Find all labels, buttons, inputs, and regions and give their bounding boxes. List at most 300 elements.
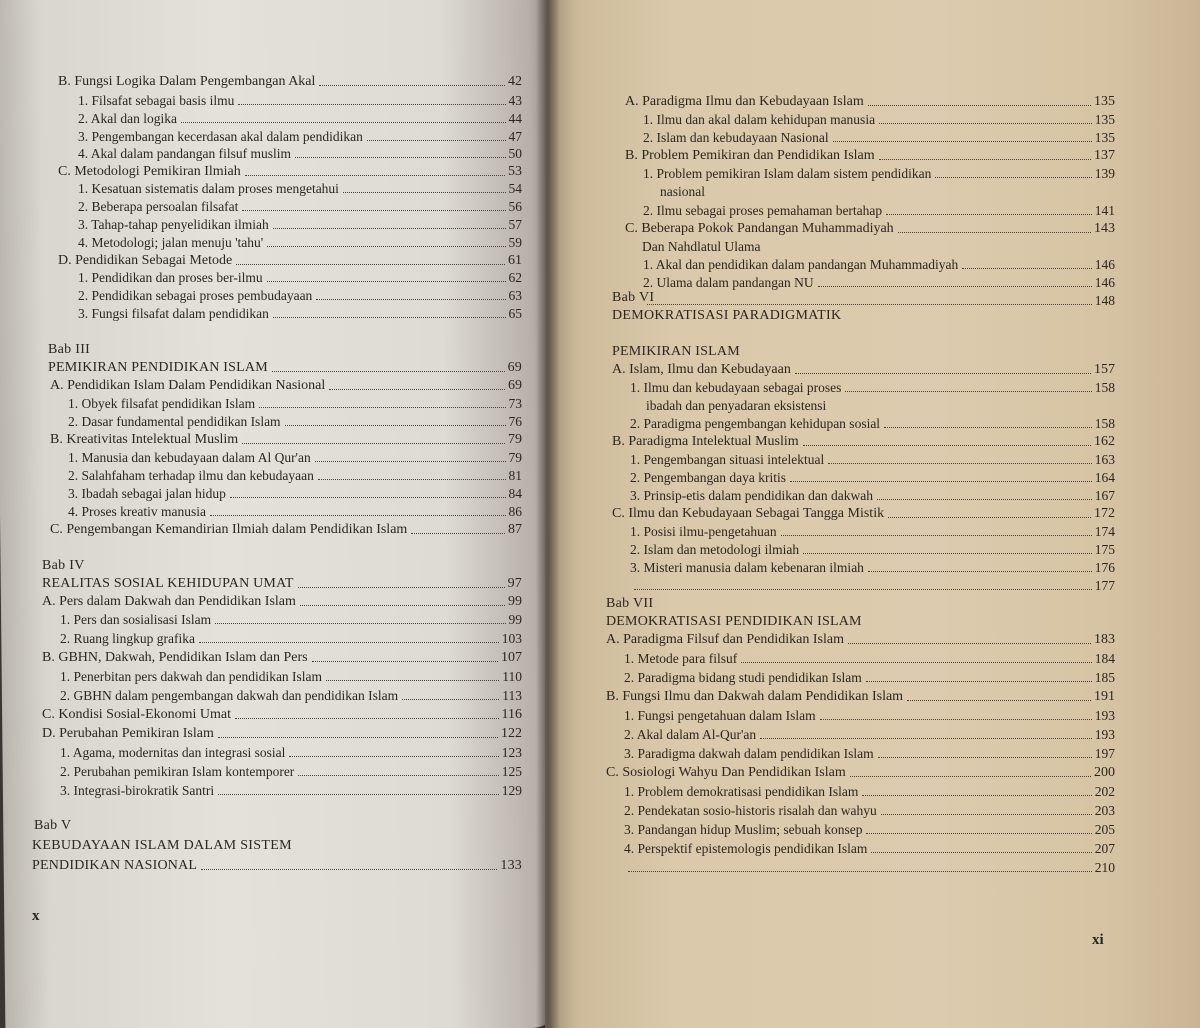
toc-entry-page-number: 210 — [1094, 860, 1115, 875]
toc-entry-page-number: 185 — [1094, 670, 1115, 685]
toc-entry-title: 1. Pengembangan situasi intelektual — [630, 452, 825, 467]
toc-entry — [630, 578, 1115, 594]
toc-entry-page-number: 205 — [1094, 822, 1115, 837]
toc-entry-title: 3. Misteri manusia dalam kebenaran ilmiah — [630, 560, 864, 575]
toc-entry-page-number: 158 — [1094, 416, 1115, 431]
toc-entry-title: 2. Ruang lingkup grafika — [60, 631, 195, 646]
dot-leader — [242, 443, 505, 444]
dot-leader — [285, 425, 506, 426]
dot-leader — [878, 757, 1092, 758]
toc-entry-title: 2. Paradigma pengembangan kehidupan sosial — [630, 416, 881, 431]
dot-leader — [238, 104, 505, 105]
dot-leader — [411, 533, 505, 534]
dot-leader — [181, 122, 506, 123]
dot-leader — [877, 499, 1092, 500]
dot-leader — [298, 587, 505, 588]
dot-leader — [289, 756, 498, 757]
dot-leader — [242, 210, 505, 211]
toc-entry-title: 1. Ilmu dan akal dalam kehidupan manusia — [643, 112, 876, 127]
toc-entry — [606, 765, 1115, 781]
chapter-heading: Bab V — [34, 818, 72, 833]
toc-entry-page-number: 99 — [508, 594, 522, 609]
toc-entry-page-number: 148 — [1094, 293, 1115, 308]
toc-entry — [612, 362, 1115, 378]
toc-entry-page-number: 203 — [1094, 803, 1115, 818]
dot-leader — [343, 192, 506, 193]
toc-entry — [60, 669, 522, 685]
toc-entry-title: B. Paradigma Intelektual Muslim — [612, 434, 799, 449]
toc-entry-title: 4. Perspektif epistemologis pendidikan Islam — [624, 841, 868, 856]
toc-entry — [50, 378, 522, 394]
toc-entry — [624, 670, 1115, 686]
toc-entry-page-number: 193 — [1094, 708, 1115, 723]
toc-entry-title: PENDIDIKAN NASIONAL — [32, 858, 198, 873]
toc-entry-title: 4. Proses kreativ manusia — [68, 504, 206, 519]
toc-entry-title: 3. Pengembangan kecerdasan akal dalam pendidikan — [78, 129, 363, 144]
toc-entry-page-number: 146 — [1094, 275, 1115, 290]
chapter-heading: Bab VII — [606, 596, 654, 611]
toc-entry-title: PEMIKIRAN PENDIDIKAN ISLAM — [48, 360, 268, 375]
page-folio-left: x — [32, 908, 40, 924]
toc-entry-title: 3. Integrasi-birokratik Santri — [60, 783, 215, 798]
dot-leader — [879, 123, 1092, 124]
toc-entry — [643, 293, 1115, 309]
toc-entry — [624, 803, 1115, 819]
toc-entry-page-number: 197 — [1094, 746, 1115, 761]
toc-entry-page-number: 81 — [508, 468, 522, 483]
toc-entry-title: 1. Problem demokratisasi pendidikan Islam — [624, 784, 859, 799]
toc-entry-title: 1. Pers dan sosialisasi Islam — [60, 612, 212, 627]
toc-entry-page-number: 63 — [508, 288, 522, 303]
dot-leader — [868, 105, 1091, 106]
dot-leader — [300, 605, 505, 606]
dot-leader — [402, 699, 499, 700]
toc-entry-title: 2. Pendekatan sosio-historis risalah dan wahyu — [624, 803, 877, 818]
dot-leader — [884, 427, 1092, 428]
toc-entry-page-number: 200 — [1094, 765, 1115, 780]
toc-entry — [78, 288, 522, 304]
toc-entry-title: A. Paradigma Filsuf dan Pendidikan Islam — [606, 632, 844, 647]
toc-entry-title: 1. Filsafat sebagai basis ilmu — [78, 93, 235, 108]
toc-entry — [50, 522, 522, 538]
toc-entry-page-number: 53 — [508, 164, 522, 179]
dot-leader — [935, 177, 1091, 178]
toc-entry-page-number: 135 — [1094, 94, 1115, 109]
dot-leader — [312, 661, 498, 662]
toc-entry-page-number: 62 — [508, 270, 522, 285]
dot-leader — [818, 286, 1092, 287]
toc-entry-page-number: 76 — [508, 414, 522, 429]
toc-entry — [42, 707, 522, 723]
toc-entry-title: 3. Pandangan hidup Muslim; sebuah konsep — [624, 822, 863, 837]
toc-entry — [624, 708, 1115, 724]
toc-entry-title: B. GBHN, Dakwah, Pendidikan Islam dan Pers — [42, 650, 308, 665]
toc-entry-title: 1. Kesatuan sistematis dalam proses mengetahui — [78, 181, 339, 196]
toc-entry-title: 1. Penerbitan pers dakwah dan pendidikan Islam — [60, 669, 323, 684]
toc-entry-title: DEMOKRATISASI PENDIDIKAN ISLAM — [606, 614, 862, 629]
toc-entry-title: C. Pengembangan Kemandirian Ilmiah dalam Pendidikan Islam — [50, 522, 408, 537]
toc-entry-title: 2. Pendidikan sebagai proses pembudayaan — [78, 288, 313, 303]
dot-leader — [879, 159, 1091, 160]
dot-leader — [272, 371, 505, 372]
toc-entry-title: 2. Dasar fundamental pendidikan Islam — [68, 414, 281, 429]
dot-leader — [781, 535, 1092, 536]
dot-leader — [236, 264, 505, 265]
toc-entry — [60, 783, 522, 799]
toc-entry-title: 3. Paradigma dakwah dalam pendidikan Islam — [624, 746, 874, 761]
toc-entry — [630, 542, 1115, 558]
dot-leader — [868, 571, 1092, 572]
toc-entry-title: A. Pers dalam Dakwah dan Pendidikan Islam — [42, 594, 296, 609]
dot-leader — [820, 719, 1092, 720]
toc-entry — [625, 94, 1115, 110]
toc-entry — [630, 524, 1115, 540]
toc-entry — [612, 434, 1115, 450]
toc-entry-title: 3. Prinsip-etis dalam pendidikan dan dakwah — [630, 488, 873, 503]
toc-entry-page-number: 97 — [507, 576, 522, 591]
toc-entry-page-number: 139 — [1094, 166, 1115, 181]
toc-entry-page-number: 59 — [508, 235, 522, 250]
book-gutter — [536, 0, 560, 1028]
toc-entry-page-number: 184 — [1094, 651, 1115, 666]
dot-leader — [866, 681, 1092, 682]
dot-leader — [329, 389, 505, 390]
toc-entry-page-number: 191 — [1094, 689, 1115, 704]
dot-leader — [215, 623, 505, 624]
toc-entry-page-number: 143 — [1094, 221, 1115, 236]
toc-entry — [58, 74, 522, 90]
toc-entry-title: D. Pendidikan Sebagai Metode — [58, 253, 233, 268]
toc-entry — [624, 727, 1115, 743]
toc-entry-page-number: 162 — [1094, 434, 1115, 449]
dot-leader — [760, 738, 1092, 739]
toc-entry — [78, 129, 522, 145]
dot-leader — [790, 481, 1092, 482]
toc-entry-title: 1. Ilmu dan kebudayaan sebagai proses — [630, 380, 842, 395]
dot-leader — [273, 228, 506, 229]
toc-entry-page-number: 47 — [508, 129, 522, 144]
toc-entry — [78, 199, 522, 215]
toc-entry — [60, 764, 522, 780]
toc-entry — [643, 112, 1115, 128]
dot-leader — [267, 246, 505, 247]
toc-entry-title: C. Sosiologi Wahyu Dan Pendidikan Islam — [606, 765, 846, 780]
dot-leader — [898, 232, 1091, 233]
dot-leader — [298, 775, 498, 776]
toc-entry — [624, 651, 1115, 667]
toc-entry-title: 1. Fungsi pengetahuan dalam Islam — [624, 708, 816, 723]
toc-entry — [68, 468, 522, 484]
dot-leader — [267, 281, 506, 282]
toc-entry-page-number: 61 — [508, 253, 522, 268]
toc-entry-title: 3. Ibadah sebagai jalan hidup — [68, 486, 226, 501]
toc-entry-page-number: 122 — [501, 726, 522, 741]
toc-entry — [78, 181, 522, 197]
toc-entry — [78, 93, 522, 109]
toc-entry — [58, 253, 522, 269]
toc-entry-page-number: 193 — [1094, 727, 1115, 742]
dot-leader — [245, 175, 505, 176]
toc-entry — [643, 203, 1115, 219]
toc-entry-page-number: 56 — [508, 199, 522, 214]
dot-leader — [273, 317, 506, 318]
toc-entry-title: 4. Metodologi; jalan menuju 'tahu' — [78, 235, 264, 250]
toc-entry — [630, 488, 1115, 504]
toc-entry — [60, 745, 522, 761]
toc-entry-title: B. Kreativitas Intelektual Muslim — [50, 432, 239, 447]
dot-leader — [210, 515, 506, 516]
toc-entry — [643, 130, 1115, 146]
toc-entry-page-number: 176 — [1094, 560, 1115, 575]
toc-entry-title: 2. Akal dalam Al-Qur'an — [624, 727, 757, 742]
toc-entry-title: C. Beberapa Pokok Pandangan Muhammadiyah — [625, 221, 894, 236]
dot-leader — [850, 776, 1091, 777]
toc-entry-title: C. Metodologi Pemikiran Ilmiah — [58, 164, 241, 179]
toc-entry — [78, 235, 522, 251]
toc-entry-page-number: 43 — [508, 93, 522, 108]
toc-entry — [78, 270, 522, 286]
toc-entry-title: 2. Paradigma bidang studi pendidikan Islam — [624, 670, 862, 685]
toc-entry-title: B. Problem Pemikiran dan Pendidikan Islam — [625, 148, 875, 163]
toc-entry — [58, 164, 522, 180]
toc-entry-title: 1. Obyek filsafat pendidikan Islam — [68, 396, 256, 411]
toc-entry-title: 1. Posisi ilmu-pengetahuan — [630, 524, 777, 539]
toc-entry — [42, 576, 522, 592]
toc-entry-title: A. Islam, Ilmu dan Kebudayaan — [612, 362, 791, 377]
toc-entry — [625, 148, 1115, 164]
toc-entry — [32, 858, 522, 874]
toc-entry-title: 2. Perubahan pemikiran Islam kontemporer — [60, 764, 295, 779]
toc-entry-page-number: 146 — [1094, 257, 1115, 272]
toc-entry — [78, 306, 522, 322]
toc-entry-title: 2. Pengembangan daya kritis — [630, 470, 786, 485]
dot-leader — [907, 700, 1091, 701]
toc-entry-title: D. Perubahan Pemikiran Islam — [42, 726, 214, 741]
toc-entry — [624, 822, 1115, 838]
dot-leader — [218, 794, 499, 795]
dot-leader — [888, 517, 1091, 518]
chapter-heading: Bab IV — [42, 558, 85, 573]
toc-entry — [625, 221, 1115, 237]
toc-entry-page-number: 183 — [1094, 632, 1115, 647]
toc-entry — [643, 257, 1115, 273]
toc-entry-title: 2. Islam dan metodologi ilmiah — [630, 542, 800, 557]
toc-entry — [643, 166, 1115, 182]
toc-entry-page-number: 79 — [508, 450, 522, 465]
toc-entry-page-number: 141 — [1094, 203, 1115, 218]
chapter-heading: Bab III — [48, 342, 91, 357]
dot-leader — [886, 214, 1092, 215]
toc-entry-title: 1. Manusia dan kebudayaan dalam Al Qur'an — [68, 450, 311, 465]
dot-leader — [741, 662, 1092, 663]
toc-entry-page-number: 79 — [508, 432, 522, 447]
toc-entry-page-number: 135 — [1094, 112, 1115, 127]
dot-leader — [295, 157, 506, 158]
toc-entry-page-number: 57 — [508, 217, 522, 232]
toc-entry-page-number: 42 — [508, 74, 522, 89]
toc-entry-page-number: 174 — [1094, 524, 1115, 539]
toc-entry-title: B. Fungsi Ilmu dan Dakwah dalam Pendidikan Islam — [606, 689, 904, 704]
toc-entry-page-number: 69 — [508, 378, 522, 393]
dot-leader — [218, 737, 498, 738]
toc-entry-title: 4. Akal dalam pandangan filsuf muslim — [78, 146, 291, 161]
toc-entry — [606, 614, 1115, 630]
toc-continuation-text: nasional — [660, 184, 705, 199]
dot-leader — [230, 497, 506, 498]
dot-leader — [866, 833, 1091, 834]
toc-entry — [68, 486, 522, 502]
toc-entry — [68, 396, 522, 412]
toc-entry-page-number: 73 — [508, 396, 522, 411]
dot-leader — [871, 852, 1091, 853]
toc-entry-page-number: 202 — [1094, 784, 1115, 799]
dot-leader — [628, 871, 1092, 872]
toc-entry-title: A. Pendidikan Islam Dalam Pendidikan Nasional — [50, 378, 326, 393]
toc-entry — [624, 841, 1115, 857]
dot-leader — [881, 814, 1092, 815]
dot-leader — [326, 680, 499, 681]
toc-entry-page-number: 99 — [508, 612, 522, 627]
dot-leader — [862, 795, 1091, 796]
toc-entry — [630, 452, 1115, 468]
dot-leader — [367, 140, 506, 141]
toc-entry — [612, 344, 1115, 360]
toc-entry — [612, 506, 1115, 522]
toc-entry-page-number: 113 — [502, 688, 522, 703]
toc-entry-page-number: 207 — [1094, 841, 1115, 856]
toc-entry-title: 3. Fungsi filsafat dalam pendidikan — [78, 306, 269, 321]
toc-entry-page-number: 125 — [501, 764, 522, 779]
chapter-heading: DEMOKRATISASI PARADIGMATIK — [612, 308, 842, 323]
toc-entry-title: 1. Pendidikan dan proses ber-ilmu — [78, 270, 263, 285]
toc-entry — [606, 632, 1115, 648]
toc-continuation-text: Dan Nahdlatul Ulama — [642, 239, 761, 254]
toc-entry-page-number: 116 — [501, 707, 522, 722]
toc-entry-title: C. Kondisi Sosial-Ekonomi Umat — [42, 707, 231, 722]
toc-entry-page-number: 44 — [508, 111, 522, 126]
toc-entry-title: 2. Ilmu sebagai proses pemahaman bertahap — [643, 203, 883, 218]
toc-entry-title: C. Ilmu dan Kebudayaan Sebagai Tangga Mistik — [612, 506, 885, 521]
toc-entry-page-number: 84 — [508, 486, 522, 501]
toc-entry — [60, 688, 522, 704]
toc-entry — [42, 726, 522, 742]
toc-entry-page-number: 157 — [1094, 362, 1115, 377]
toc-entry-page-number: 107 — [501, 650, 522, 665]
toc-entry-title: 1. Problem pemikiran Islam dalam sistem pendidikan — [643, 166, 932, 181]
dot-leader — [803, 553, 1092, 554]
dot-leader — [647, 304, 1092, 305]
chapter-heading: Bab VI — [612, 290, 655, 305]
toc-entry — [50, 432, 522, 448]
dot-leader — [833, 141, 1092, 142]
toc-entry-page-number: 167 — [1094, 488, 1115, 503]
toc-entry-title: 1. Akal dan pendidikan dalam pandangan Muhammadiyah — [643, 257, 959, 272]
page-folio-right: xi — [1092, 932, 1104, 948]
dot-leader — [845, 391, 1091, 392]
toc-entry — [60, 612, 522, 628]
toc-entry-title: A. Paradigma Ilmu dan Kebudayaan Islam — [625, 94, 864, 109]
toc-entry-page-number: 177 — [1094, 578, 1115, 593]
toc-entry-page-number: 133 — [500, 858, 522, 873]
toc-entry-page-number: 50 — [508, 146, 522, 161]
toc-entry — [624, 784, 1115, 800]
dot-leader — [259, 407, 505, 408]
toc-entry-page-number: 86 — [508, 504, 522, 519]
toc-entry-title: 2. Salahfaham terhadap ilmu dan kebudayaan — [68, 468, 314, 483]
toc-entry — [68, 414, 522, 430]
toc-entry-title: B. Fungsi Logika Dalam Pengembangan Akal — [58, 74, 316, 89]
toc-entry — [630, 470, 1115, 486]
dot-leader — [316, 299, 505, 300]
toc-entry — [68, 450, 522, 466]
toc-entry-title: 2. Ulama dalam pandangan NU — [643, 275, 814, 290]
dot-leader — [319, 85, 505, 86]
toc-entry — [624, 746, 1115, 762]
toc-entry-title: 1. Metode para filsuf — [624, 651, 738, 666]
toc-entry — [60, 631, 522, 647]
toc-entry — [630, 380, 1115, 396]
toc-entry-page-number: 129 — [501, 783, 522, 798]
toc-entry — [606, 689, 1115, 705]
toc-entry-page-number: 135 — [1094, 130, 1115, 145]
toc-entry-page-number: 172 — [1094, 506, 1115, 521]
toc-entry — [78, 146, 522, 162]
toc-entry-title: REALITAS SOSIAL KEHIDUPAN UMAT — [42, 576, 294, 591]
dot-leader — [634, 589, 1092, 590]
toc-entry-title: 2. GBHN dalam pengembangan dakwah dan pendidikan Islam — [60, 688, 399, 703]
toc-entry — [624, 860, 1115, 876]
dot-leader — [318, 479, 506, 480]
toc-entry-title: 2. Islam dan kebudayaan Nasional — [643, 130, 829, 145]
toc-entry-page-number: 137 — [1094, 148, 1115, 163]
dot-leader — [803, 445, 1091, 446]
toc-continuation-text: ibadah dan penyadaran eksistensi — [646, 398, 827, 413]
toc-entry-title: 2. Beberapa persoalan filsafat — [78, 199, 239, 214]
toc-entry-page-number: 110 — [502, 669, 522, 684]
toc-entry-page-number: 175 — [1094, 542, 1115, 557]
toc-entry-page-number: 158 — [1094, 380, 1115, 395]
toc-entry — [78, 111, 522, 127]
toc-entry — [643, 275, 1115, 291]
toc-entry-title: 3. Tahap-tahap penyelidikan ilmiah — [78, 217, 269, 232]
toc-entry — [630, 560, 1115, 576]
toc-entry-page-number: 87 — [508, 522, 522, 537]
dot-leader — [962, 268, 1091, 269]
toc-entry — [78, 217, 522, 233]
toc-entry — [68, 504, 522, 520]
toc-entry-page-number: 103 — [501, 631, 522, 646]
dot-leader — [315, 461, 506, 462]
chapter-heading: KEBUDAYAAN ISLAM DALAM SISTEM — [32, 838, 292, 853]
toc-entry-title: PEMIKIRAN ISLAM — [612, 344, 740, 359]
dot-leader — [199, 642, 499, 643]
toc-entry — [48, 360, 522, 376]
dot-leader — [828, 463, 1092, 464]
dot-leader — [795, 373, 1091, 374]
toc-entry — [42, 650, 522, 666]
toc-entry — [42, 594, 522, 610]
dot-leader — [848, 643, 1091, 644]
toc-entry-page-number: 54 — [508, 181, 522, 196]
dot-leader — [201, 869, 497, 870]
toc-entry-page-number: 69 — [507, 360, 522, 375]
toc-entry-page-number: 163 — [1094, 452, 1115, 467]
toc-entry-title: 1. Agama, modernitas dan integrasi sosial — [60, 745, 286, 760]
toc-entry — [630, 416, 1115, 432]
toc-entry-page-number: 65 — [508, 306, 522, 321]
toc-entry-page-number: 164 — [1094, 470, 1115, 485]
toc-entry-page-number: 123 — [501, 745, 522, 760]
